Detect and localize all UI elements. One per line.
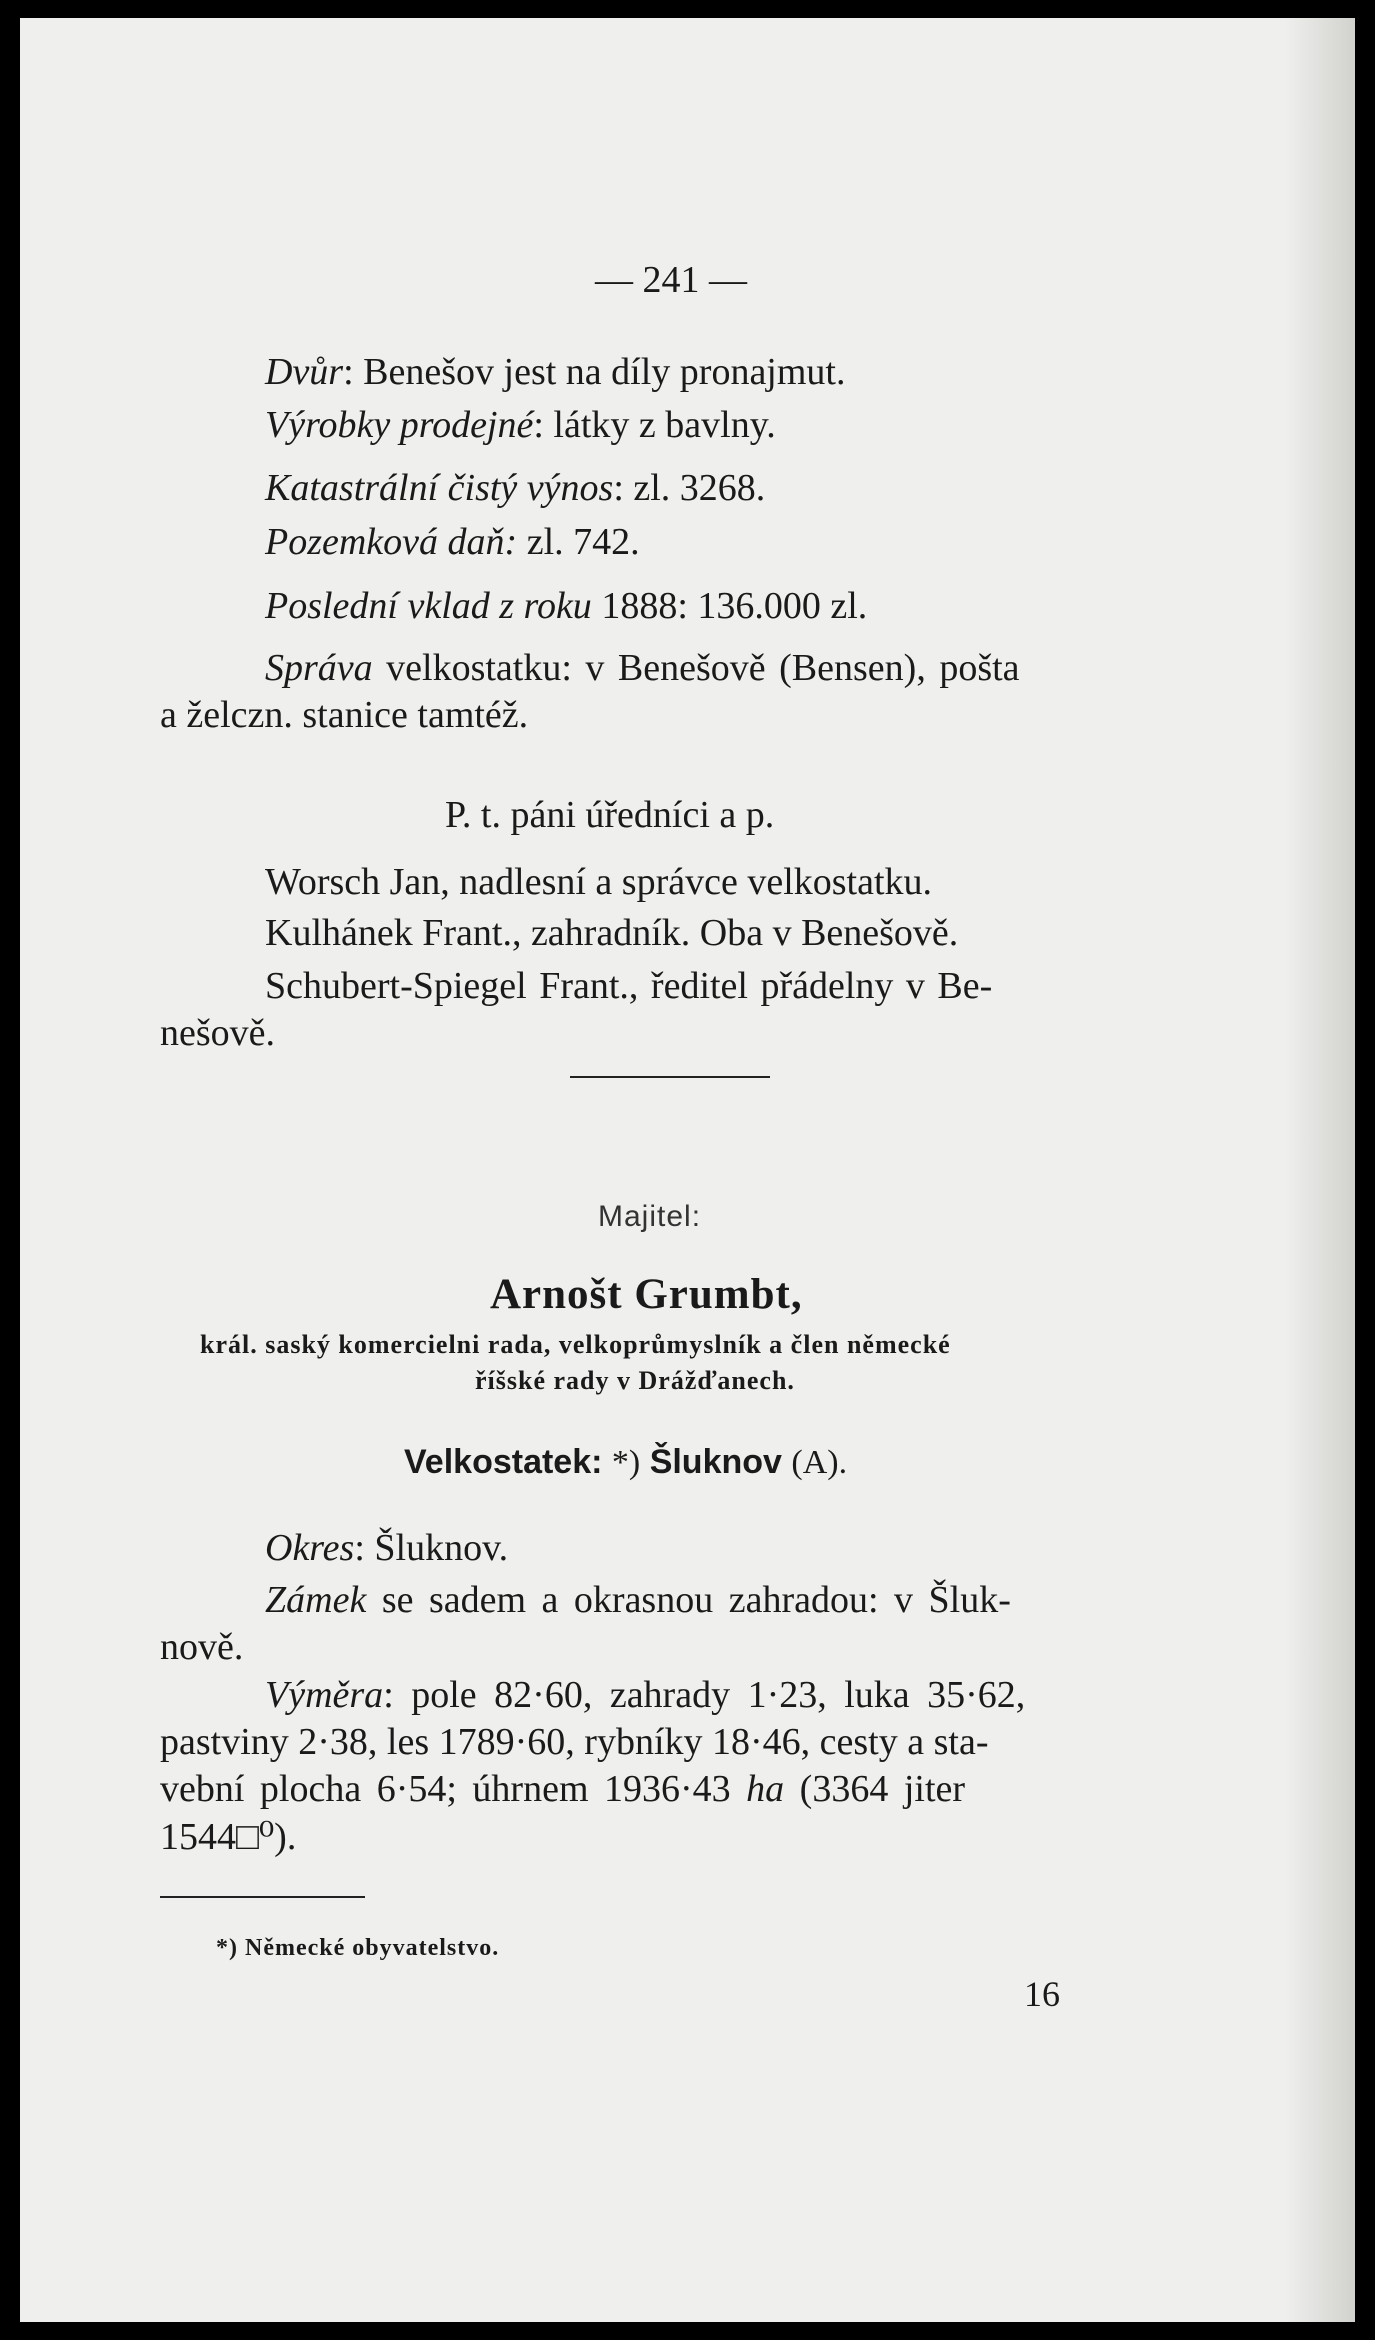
owner-label: Majitel: (598, 1200, 702, 1233)
okres-label: Okres (265, 1527, 355, 1569)
dvur-line (265, 350, 845, 394)
estate-prefix: Velkostatek: (404, 1443, 603, 1481)
dvur-label: Dvůr (265, 351, 344, 393)
staff-heading: P. t. páni úředníci a p. (445, 794, 775, 836)
vymera-line-3-a: vební plocha 6·54; úhrnem 1936·43 (160, 1768, 731, 1810)
page-number: — 241 — (595, 259, 747, 301)
zamek-label: Zámek (265, 1579, 367, 1621)
owner-description-1: král. saský komercielni rada, velkoprůmyslník a člen německé (200, 1330, 951, 1359)
sprava-continuation: a želczn. stanice tamtéž. (160, 694, 529, 736)
staff-line-3: Schubert-Spiegel Frant., ředitel přádelny v Be- (265, 965, 993, 1007)
vyrobky-line (265, 403, 776, 447)
vymera-line-2: pastviny 2·38, les 1789·60, rybníky 18·46, cesty a sta- (160, 1721, 989, 1763)
vklad-label: Poslední vklad z roku (265, 585, 592, 627)
folio-number: 16 (1024, 1974, 1060, 2014)
vymera-label: Výměra (265, 1674, 384, 1716)
estate-title (404, 1443, 847, 1482)
owner-description-2: říšské rady v Drážďanech. (475, 1366, 795, 1395)
vymera-line-3-b: (3364 jiter (799, 1768, 966, 1810)
vyrobky-label: Výrobky prodejné (265, 404, 534, 446)
owner-name: Arnošt Grumbt, (490, 1271, 803, 1318)
vymera-unit-ha: ha (746, 1768, 785, 1810)
page-edge-shadow (1285, 18, 1355, 2322)
estate-footnote-mark: *) (611, 1444, 641, 1481)
footnote-rule (160, 1896, 365, 1898)
dvur-text: : Benešov jest na díly pronajmut. (343, 351, 846, 393)
pozemkova-label: Pozemková daň: (265, 521, 518, 563)
okres-line (265, 1526, 508, 1570)
pozemkova-line (265, 520, 640, 564)
staff-line-2: Kulhánek Frant., zahradník. Oba v Benešově. (265, 912, 959, 954)
zamek-text: se sadem a okrasnou zahradou: v Šluk- (381, 1579, 1011, 1621)
sprava-text: velkostatku: v Benešově (Bensen), pošta (386, 647, 1020, 689)
pozemkova-text: zl. 742. (526, 521, 640, 563)
vklad-line (265, 584, 867, 628)
zamek-continuation: nově. (160, 1626, 244, 1668)
estate-name: Šluknov (649, 1443, 782, 1481)
sprava-line (265, 646, 1020, 690)
vymera-text: : pole 82·60, zahrady 1·23, luka 35·62, (383, 1674, 1026, 1716)
vklad-text: 1888: 136.000 zl. (601, 585, 868, 627)
vyrobky-text: : látky z bavlny. (533, 404, 776, 446)
vymera-line-3 (160, 1767, 965, 1811)
section-divider (570, 1076, 770, 1078)
staff-line-3-continuation: nešově. (160, 1012, 276, 1054)
footnote: *) Německé obyvatelstvo. (216, 1935, 500, 1961)
katastralni-label: Katastrální čistý výnos (265, 467, 614, 509)
okres-text: : Šluknov. (354, 1527, 509, 1569)
sprava-label: Správa (265, 647, 373, 689)
zamek-line (265, 1578, 1011, 1622)
vymera-line-4: 1544□⁰). (160, 1816, 297, 1858)
estate-symbol: (A). (791, 1444, 848, 1481)
katastralni-text: : zl. 3268. (613, 467, 766, 509)
vymera-line-1 (265, 1673, 1025, 1717)
book-page (20, 18, 1355, 2322)
staff-line-1: Worsch Jan, nadlesní a správce velkostatku. (265, 861, 933, 903)
katastralni-line (265, 466, 765, 510)
